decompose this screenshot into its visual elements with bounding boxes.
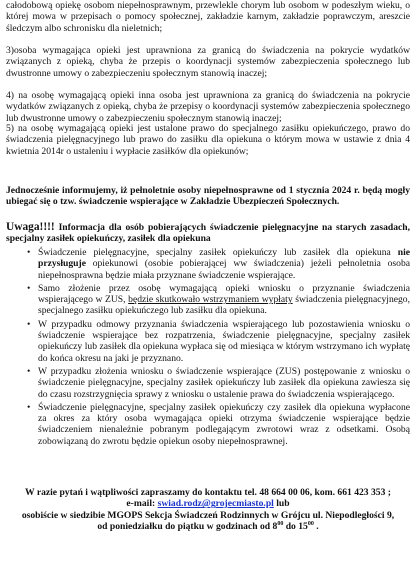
list-item (6, 319, 410, 364)
list-item (6, 247, 410, 281)
bullet-text: Samo złożenie przez osobę wymagającą opieki wniosku o przyznanie świadczenia wspierającego w ZUS, (38, 282, 410, 306)
bullet-text: Świadczenie pielęgnacyjne, specjalny zasiłek opiekuńczy czy zasiłek dla opiekuna wypłacone za okres za który osoba wymagająca opieki otrzyma świadczenie wspierające będzie świadczeniem nienależnie pobranym podlegającym zwrotowi wraz z odsetkami. Osobą zobowiązaną do zwrotu będzie opiekun osoby niepełnosprawnej. (38, 401, 410, 447)
hours-superscript: 00 (307, 520, 314, 527)
hours-text: od poniedziałku do piątku w godzinach od 8 (97, 520, 278, 532)
bullet-icon: • (27, 282, 31, 294)
intro-paragraph: całodobową opiekę osobom niepełnosprawnym, przewlekle chorym lub osobom w podeszłym wieku, o której mowa w przepisach o pomocy społecznej, zakładzie karnym, zakładzie poprawczym, areszcie śledczym albo schronisku dla nieletnich; (6, 0, 410, 34)
bullet-text: W przypadku złożenia wniosku o świadczenie wspierające (ZUS) postępowanie z wniosku o świadczenie pielęgnacyjne, specjalny zasiłek opiekuńczy lub zasiłek dla opiekuna zawiesza się do czasu rozstrzygnięcia sprawy z wniosku o ustalenie prawa do świadczenia wspierającego. (38, 365, 410, 400)
list-item-5: 5) na osobę wymagającą opieki jest ustalone prawo do specjalnego zasiłku opiekuńczego, prawo do świadczenia pielęgnacyjnego lub prawo do zasiłku dla opiekuna o którym mowa w ustawie z dnia 4 kwietnia 2014r o ustaleniu i wypłacie zasiłków dla opiekunów; (6, 123, 410, 157)
bullet-text: opiekunowi (osobie pobierającej ww świadczenia) jeżeli pełnoletnia osoba niepełnosprawna będzie miała przyznane świadczenie wspierające. (38, 258, 410, 281)
contact-phone-line: W razie pytań i wątpliwości zapraszamy do kontaktu tel. 48 664 00 06, kom. 661 423 353 ; (25, 487, 391, 498)
contact-hours-line (6, 521, 410, 532)
bullet-icon: • (27, 365, 31, 377)
contact-block (6, 487, 410, 532)
bullet-text: świadczenia pielęgnacyjnego, specjalnego zasiłku opiekuńczego lub zasiłku dla opiekuna. (38, 294, 410, 317)
uwaga-bullet-list (6, 247, 410, 449)
hours-superscript: 00 (277, 520, 284, 527)
contact-email-line (6, 498, 410, 509)
bullet-icon: • (27, 247, 31, 258)
bullet-icon: • (27, 401, 31, 413)
email-suffix: lub (273, 498, 290, 510)
list-item-4: 4) na osobę wymagającą opieki inna osoba jest uprawniona za granicą do świadczenia na pokrycie wydatków związanych z opieką, chyba że przepisy o koordynacji systemów zabezpieczenia społecznego lub dwustronne umowy o zabezpieczeniu społecznym stanowią inaczej; (6, 90, 410, 124)
list-item (6, 402, 410, 447)
email-link[interactable]: swiad.rodz@grojecmiasto.pl (157, 498, 274, 510)
bullet-emphasis: nie przysługuje (38, 247, 410, 270)
uwaga-label: Uwaga!!!! (6, 221, 55, 233)
hours-text: do 15 (283, 520, 308, 532)
bullet-text: W przypadku odmowy przyznania świadczenia wspierającego lub pozostawienia wniosku o świadczenie wspierające bez rozpatrzenia, świadczenie pielęgnacyjne, specjalny zasiłek opiekuńczy lub zasiłek dla opiekuna wypłaca się od miesiąca w którym wstrzymano ich wypłatę do końca okresu na jaki je przyznano. (38, 318, 410, 364)
hours-text: . (313, 520, 319, 532)
bullet-icon: • (27, 318, 31, 330)
info-paragraph: Jednocześnie informujemy, iż pełnoletnie osoby niepełnosprawne od 1 stycznia 2024 r. będą mogły ubiegać się o tzw. świadczenie wspierające w Zakładzie Ubezpieczeń Społecznych. (6, 185, 410, 208)
list-item-3: 3)osoba wymagająca opieki jest uprawniona za granicą do świadczenia na pokrycie wydatków związanych z opieką, chyba że przepis o koordynacji systemów zabezpieczenia społecznego lub dwustronne umowy o zabezpieczeniu społecznym stanowią inaczej; (6, 45, 410, 79)
list-item (6, 283, 410, 317)
email-label: e-mail: (126, 498, 158, 510)
list-item (6, 366, 410, 400)
uwaga-heading (6, 222, 410, 245)
uwaga-lead: Informacja dla osób pobierających świadczenie pielęgnacyjne na starych zasadach, specjalny zasiłek opiekuńczy, zasiłek dla opiekuna (6, 222, 410, 245)
bullet-underlined: będzie skutkowało wstrzymaniem wypłaty (128, 294, 293, 306)
contact-address-line: osobiście w siedzibie MGOPS Sekcja Świadczeń Rodzinnych w Grójcu ul. Niepodległości 9, (21, 509, 395, 521)
bullet-text: Świadczenie pielęgnacyjne, specjalny zasiłek opiekuńczy lub zasiłek dla opiekuna (38, 247, 398, 258)
